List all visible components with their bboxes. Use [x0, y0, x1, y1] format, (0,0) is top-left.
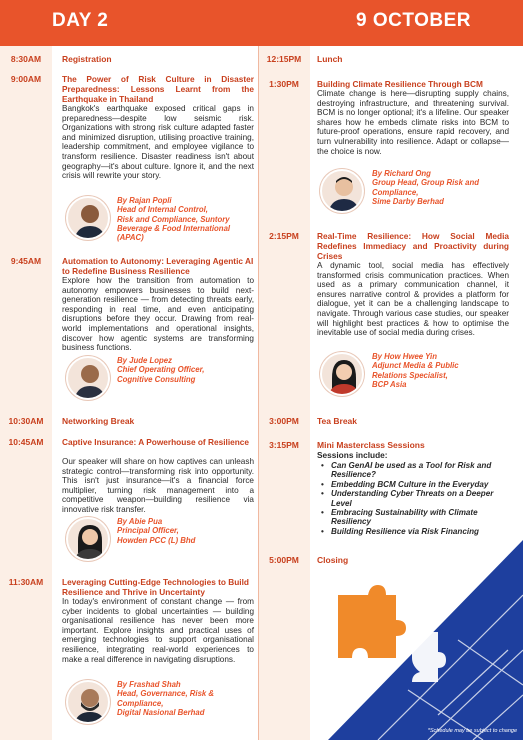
- session-title: Building Climate Resilience Through BCM: [317, 79, 483, 89]
- session-description: Our speaker will share on how captives can unleash strategic control—transforming risk into opportunity. This isn't just insurance—it's a financial force multiplier, turning risk management into a competitive weapon—building resilience via innovative risk transfer.: [62, 457, 254, 514]
- speaker-avatar: [66, 680, 110, 724]
- time-1515: 3:15PM: [269, 440, 299, 450]
- speaker-name: By Frashad Shah: [117, 680, 181, 689]
- time-1130: 11:30AM: [8, 577, 44, 587]
- session-description: A dynamic tool, social media has effectively transformed crisis communication practices. When used as a primary communication channel, it ensures narrative control & provides a platform for dialogue, yet it can be a challenging landscape to navigate. Through various case studies, our speaker will highlight best practices & how to optimise the inevitable use of social media during crises.: [317, 261, 509, 338]
- agenda-lunch: Lunch: [317, 54, 343, 64]
- sessions-heading: Sessions include:: [317, 450, 388, 460]
- list-item: • Can GenAI be used as a Tool for Risk and Resilience?: [319, 461, 509, 480]
- list-item: • Embedding BCM Culture in the Everyday: [319, 480, 509, 489]
- puzzle-piece-orange: [338, 585, 406, 658]
- column-divider: [258, 46, 259, 740]
- speaker-avatar: [320, 169, 364, 213]
- agenda-networking-break: Networking Break: [62, 416, 135, 426]
- day-label: DAY 2: [52, 10, 109, 31]
- speaker-info: By Frashad Shah Head, Governance, Risk & Compliance, Digital Nasional Berhad: [117, 680, 257, 717]
- time-1500: 3:00PM: [269, 416, 299, 426]
- session-title: Mini Masterclass Sessions: [317, 440, 425, 450]
- speaker-info: By How Hwee Yin Adjunct Media & Public Relations Specialist, BCP Asia: [372, 352, 512, 389]
- agenda-closing: Closing: [317, 555, 349, 565]
- right-time-column: [258, 46, 310, 740]
- list-item: • Building Resilience via Risk Financing: [319, 527, 509, 536]
- time-1030: 10:30AM: [8, 416, 44, 426]
- speaker-info: By Richard Ong Group Head, Group Risk and Compliance, Sime Darby Berhad: [372, 169, 512, 206]
- session-title: Leveraging Cutting-Edge Technologies to Build Resilience and Thrive in Uncertainty: [62, 577, 249, 597]
- speaker-name: By Jude Lopez: [117, 356, 173, 365]
- list-item: • Embracing Sustainability with Climate Resiliency: [319, 508, 509, 527]
- list-item: • Understanding Cyber Threats on a Deeper Level: [319, 489, 509, 508]
- agenda-tea-break: Tea Break: [317, 416, 358, 426]
- session-title: Real-Time Resilience: How Social Media Redefines Immediacy and Proactivity during Crises: [317, 231, 509, 261]
- day-header: [0, 0, 523, 46]
- session-title: Automation to Autonomy: Leveraging Agentic AI to Redefine Business Resilience: [62, 256, 254, 276]
- left-time-column: [0, 46, 52, 740]
- session-description: In today's environment of constant change — from cyber incidents to global uncertainties — building organisational resilience has never been more important. Explore insights and practical uses of emerging technologies to support organisational resilience, integrating real-world experiences to make a real difference in navigating disruptions.: [62, 597, 254, 664]
- agenda-registration: Registration: [62, 54, 112, 64]
- time-1330: 1:30PM: [269, 79, 299, 89]
- speaker-avatar: [66, 517, 110, 561]
- speaker-name: By Abie Pua: [117, 517, 163, 526]
- time-1215: 12:15PM: [266, 54, 302, 64]
- time-1700: 5:00PM: [269, 555, 299, 565]
- schedule-footnote: *Schedule may be subject to change: [427, 728, 517, 734]
- speaker-avatar: [66, 196, 110, 240]
- session-description: Bangkok's earthquake exposed critical gaps in preparedness—despite low seismic risk. Organizations with strong risk culture adapted faster and minimized disruption, utilising proactive training, leadership commitment, and employee vigilance to transform resilience. Disaster readiness isn't about geography—it's about culture. Ignore it, and the next crisis will rewrite your story.: [62, 104, 254, 181]
- session-title: The Power of Risk Culture in Disaster Preparedness: Lessons Learnt from the Earthquake in Thailand: [62, 74, 254, 104]
- time-1045: 10:45AM: [8, 437, 44, 447]
- speaker-avatar: [66, 356, 110, 400]
- session-description: Explore how the transition from automation to autonomy empowers businesses to build next-generation resilience — from detecting threats early, responding in real time, and even anticipating disruptions before they occur. Drawing from real-world implementations and operational insights, discover how agentic systems are transforming business functions.: [62, 276, 254, 353]
- speaker-name: By Richard Ong: [372, 169, 431, 178]
- speaker-name: By How Hwee Yin: [372, 352, 437, 361]
- date-label: 9 OCTOBER: [355, 10, 471, 31]
- masterclass-session-list: [319, 461, 509, 536]
- time-0945: 9:45AM: [10, 256, 42, 266]
- session-title: Captive Insurance: A Powerhouse of Resilience: [62, 437, 250, 447]
- time-1415: 2:15PM: [269, 231, 299, 241]
- speaker-name: By Rajan Popli: [117, 196, 172, 205]
- time-0900: 9:00AM: [10, 74, 42, 84]
- speaker-info: By Rajan Popli Head of Internal Control, Risk and Compliance, Suntory Beverage & Food International (APAC): [117, 196, 257, 242]
- speaker-info: By Jude Lopez Chief Operating Officer, Cognitive Consulting: [117, 356, 257, 384]
- speaker-avatar: [320, 352, 364, 396]
- speaker-info: By Abie Pua Principal Officer, Howden PCC (L) Bhd: [117, 517, 257, 545]
- time-0830: 8:30AM: [10, 54, 42, 64]
- session-description: Climate change is here—disrupting supply chains, destroying infrastructure, and threatening survival. BCM is no longer optional; it's a lifeline. Our speaker shares how he embeds climate risks into BCM to future-proof operations, ensure rapid recovery, and turn vulnerability into resilience. Adapt or collapse—the choice is now.: [317, 89, 509, 156]
